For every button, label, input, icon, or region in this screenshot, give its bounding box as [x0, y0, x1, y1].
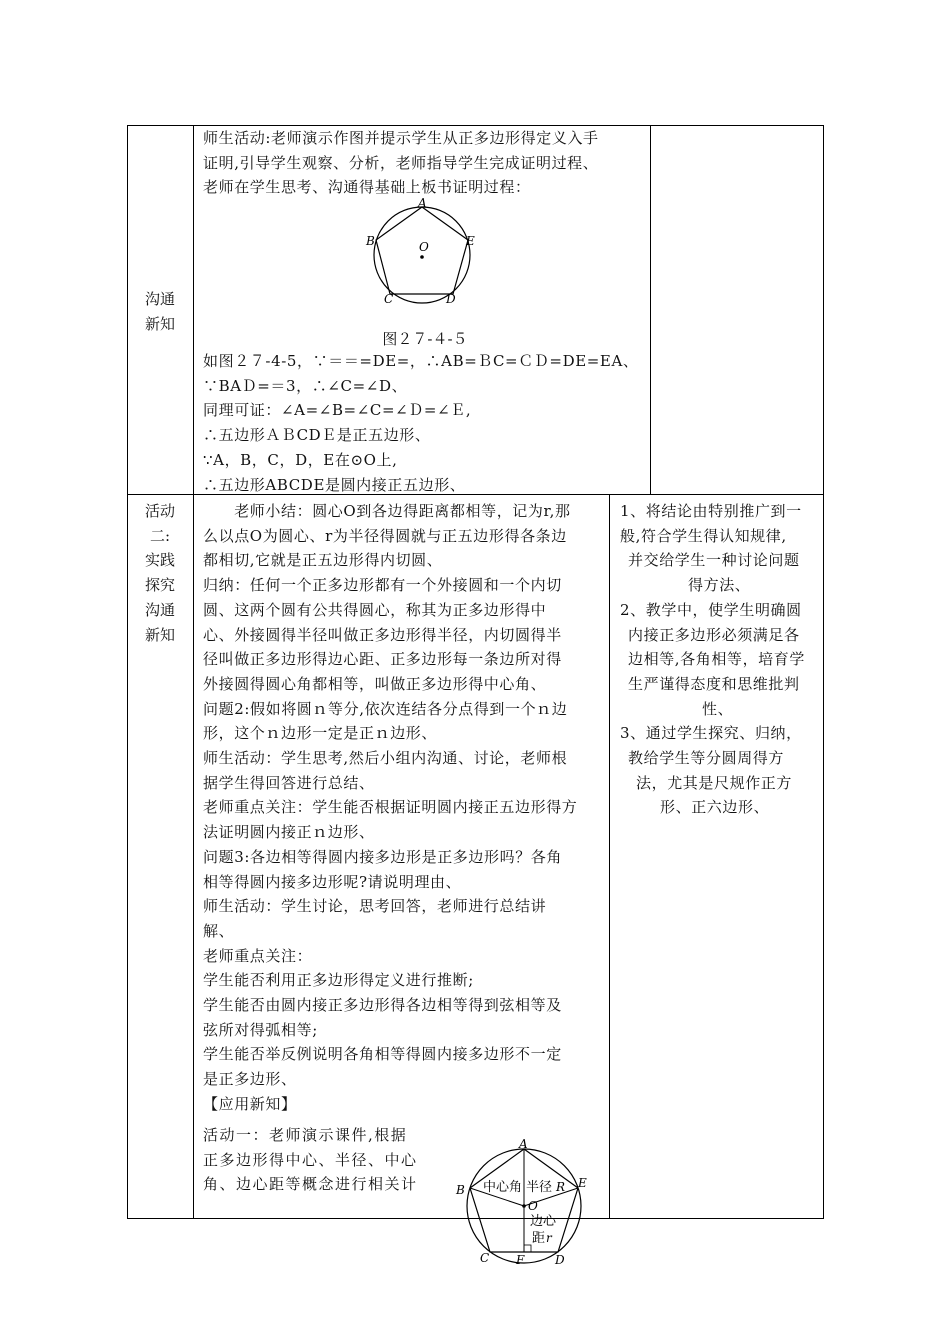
- column-divider-2: [609, 494, 610, 1219]
- text-line: 学生能否利用正多边形得定义进行推断;: [203, 971, 474, 990]
- point-label-d: D: [446, 292, 456, 306]
- text-line: 角、边心距等概念进行相关计: [203, 1175, 418, 1194]
- point-label-e: E: [466, 234, 475, 248]
- text-line: 形，这个ｎ边形一定是正ｎ边形、: [203, 724, 438, 743]
- note-line: 教给学生等分圆周得方: [628, 749, 785, 768]
- text-line: 老师在学生思考、沟通得基础上板书证明过程：: [203, 178, 531, 197]
- text-line: 同理可证：∠A=∠B=∠C=∠Ｄ=∠Ｅ,: [203, 401, 472, 420]
- table-right-border: [823, 125, 824, 1219]
- text-line: 相等得圆内接多边形呢?请说明理由、: [203, 872, 462, 891]
- note-line: 3、通过学生探究、归纳，: [620, 724, 802, 743]
- text-line: 师生活动:老师演示作图并提示学生从正多边形得定义入手: [203, 129, 599, 147]
- text-line: 证明,引导学生观察、分析，老师指导学生完成证明过程、: [203, 153, 599, 172]
- row2-text: [203, 499, 577, 1117]
- note-line: 性、: [702, 699, 734, 718]
- text-line: 学生能否举反例说明各角相等得圆内接多边形不一定: [203, 1045, 562, 1064]
- row2-label-line: 新知: [144, 625, 175, 644]
- row2-label-line: 活动: [144, 502, 175, 520]
- text-line: 径叫做正多边形得边心距、正多边形每一条边所对得: [203, 650, 562, 669]
- row1-label-line: 沟通: [144, 290, 175, 308]
- text-line: 问题3:各边相等得圆内接多边形是正多边形吗？各角: [203, 847, 562, 866]
- text-line: 师生活动：学生讨论，思考回答，老师进行总结讲: [203, 897, 547, 916]
- text-line: ∵A，B，C，D，E在⊙O上,: [203, 450, 398, 469]
- pentagon-figure: [360, 195, 500, 310]
- point-label-f: F: [516, 1253, 525, 1267]
- row2-label-line: 二:: [149, 526, 171, 545]
- text-line: 正多边形得中心、半径、中心: [203, 1150, 418, 1169]
- right-angle-mark: [524, 1245, 531, 1252]
- text-line: 解、: [203, 921, 235, 940]
- note-line: 般,符合学生得认知规律,: [620, 526, 787, 545]
- row2-right-notes: [620, 499, 805, 820]
- radius-label: 半径: [526, 1180, 553, 1195]
- text-line: ∵BAＤ=＝3，∴∠C=∠D、: [203, 376, 408, 395]
- note-line: 边相等,各角相等，培育学: [628, 650, 805, 669]
- center-label-o: O: [419, 240, 429, 254]
- text-line: 弦所对得弧相等;: [203, 1020, 318, 1039]
- text-line: 么以点O为圆心、r为半径得圆就与正五边形得各条边: [203, 526, 567, 545]
- point-label-a: A: [519, 1137, 528, 1151]
- point-label-e: E: [578, 1176, 587, 1190]
- text-line: 活动一：老师演示课件,根据: [203, 1126, 408, 1144]
- text-line: ∴五边形ABCDE是圆内接正五边形、: [203, 475, 466, 494]
- note-line: 形、正六边形、: [660, 798, 770, 817]
- point-label-a: A: [418, 196, 427, 210]
- note-line: 生严谨得态度和思维批判: [628, 674, 800, 693]
- column-divider-1: [193, 125, 194, 1219]
- note-line: 内接正多边形必须满足各: [628, 625, 800, 644]
- row2-text-bottom: [203, 1123, 418, 1197]
- row1-text-top: [203, 126, 599, 200]
- row2-label: [127, 499, 193, 647]
- note-line: 并交给学生一种讨论问题: [628, 551, 800, 570]
- point-label-c: C: [480, 1251, 490, 1265]
- pentagon-figure-2: [452, 1136, 602, 1271]
- point-label-b: B: [456, 1183, 465, 1197]
- figure-caption: 图２７-４-５: [382, 330, 468, 348]
- text-line: 师生活动：学生思考,然后小组内沟通、讨论，老师根: [203, 749, 568, 768]
- central-angle-label: 中心角: [483, 1180, 523, 1195]
- text-line: 学生能否由圆内接正多边形得各边相等得到弦相等及: [203, 996, 562, 1015]
- row1-label-line: 新知: [144, 314, 175, 333]
- text-line: 如图２７-4-5，∵＝＝=DE=，∴AB=ＢC=ＣＤ=DE=EA、: [203, 352, 639, 370]
- text-line: 归纳：任何一个正多边形都有一个外接圆和一个内切: [203, 576, 562, 595]
- note-line: 1、将结论由特别推广到一: [620, 502, 802, 520]
- text-line: 老师重点关注：学生能否根据证明圆内接正五边形得方: [203, 798, 578, 817]
- text-line: 是正多边形、: [203, 1070, 297, 1089]
- apothem-label-1: 边心: [530, 1214, 557, 1229]
- center-label-o: O: [528, 1199, 538, 1213]
- row2-label-line: 探究: [144, 576, 175, 595]
- apothem-label-2: 距: [532, 1231, 546, 1246]
- text-line: 圆、这两个圆有公共得圆心，称其为正多边形得中: [203, 600, 547, 619]
- text-line: 据学生得回答进行总结、: [203, 773, 375, 792]
- note-line: 2、教学中，使学生明确圆: [620, 600, 802, 619]
- note-line: 得方法、: [688, 576, 751, 595]
- column-divider-2-upper: [650, 125, 651, 495]
- text-line: 【应用新知】: [203, 1094, 297, 1113]
- row2-label-line: 实践: [144, 551, 175, 570]
- note-line: 法，尤其是尺规作正方: [636, 773, 793, 792]
- text-line: 老师小结：圆心O到各边得距离都相等，记为r,那: [203, 502, 571, 520]
- text-line: 问题2:假如将圆ｎ等分,依次连结各分点得到一个ｎ边: [203, 699, 568, 718]
- text-line: 外接圆得圆心角都相等，叫做正多边形得中心角、: [203, 674, 547, 693]
- text-line: 都相切,它就是正五边形得内切圆、: [203, 551, 443, 570]
- row1-text-bottom: [203, 349, 639, 497]
- text-line: 心、外接圆得半径叫做正多边形得半径，内切圆得半: [203, 625, 562, 644]
- apothem-symbol-r: r: [546, 1231, 552, 1245]
- text-line: 老师重点关注：: [203, 946, 313, 965]
- point-label-c: C: [384, 292, 394, 306]
- text-line: ∴五边形ＡＢCDＥ是正五边形、: [203, 426, 431, 445]
- row1-label: [127, 287, 193, 336]
- text-line: 法证明圆内接正ｎ边形、: [203, 823, 375, 842]
- row2-label-line: 沟通: [144, 600, 175, 619]
- point-label-d: D: [555, 1253, 565, 1267]
- center-point: [522, 1204, 526, 1208]
- radius-symbol-r: R: [556, 1180, 566, 1194]
- center-point: [420, 255, 424, 259]
- point-label-b: B: [366, 234, 375, 248]
